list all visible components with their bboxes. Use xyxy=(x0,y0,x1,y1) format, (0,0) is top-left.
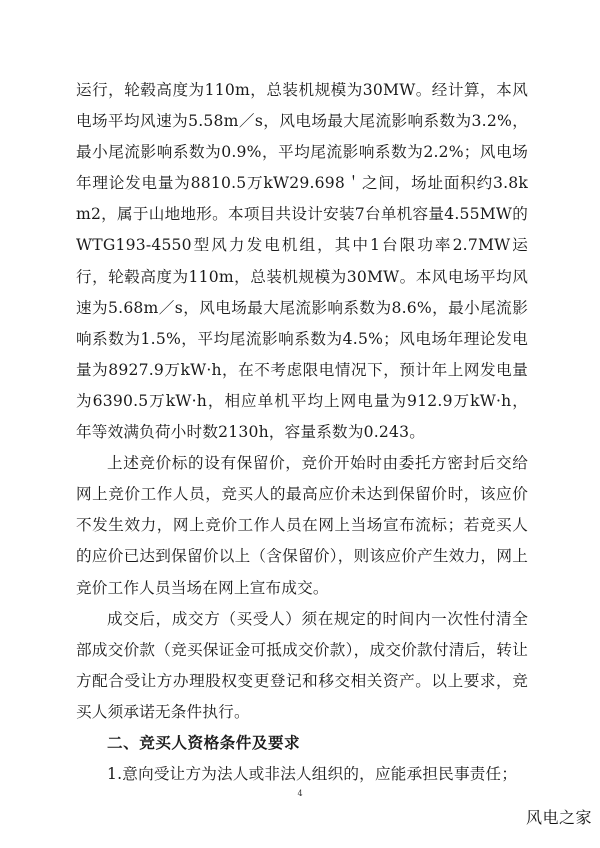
paragraph-reserve-price: 上述竞价标的设有保留价，竞价开始时由委托方密封后交给网上竞价工作人员，竞买人的最高应价未达到保留价时，该应价不发生效力，网上竞价工作人员在网上当场宣布流标；若竞买人的应价已达到保留价以上（含保留价），则该应价产生效力，网上竞价工作人员当场在网上宣布成交。 xyxy=(76,454,528,597)
paragraph-project-overview: 运行，轮毂高度为110m，总装机规模为30MW。经计算，本风电场平均风速为5.58m／s，风电场最大尾流影响系数为3.2%，最小尾流影响系数为0.9%，平均尾流影响系数为2.2%；风电场年理论发电量为8810.5万kW29.698＇之间，场址面积约3.8km2，属于山地地形。本项目共设计安装7台单机容量4.55MW的WTG193-4550型风力发电机组，其中1台限功率2.7MW运行，轮毂高度为110m，总装机规模为30MW。本风电场平均风速为5.68m／s，风电场最大尾流影响系数为8.6%，最小尾流影响系数为1.5%，平均尾流影响系数为4.5%；风电场年理论发电量为8927.9万kW·h，在不考虑限电情况下，预计年上网发电量为6390.5万kW·h，相应单机平均上网电量为912.9万kW·h，年等效满负荷小时数2130h，容量系数为0.243。 xyxy=(76,81,528,442)
list-item-qualification-1: 1.意向受让方为法人或非法人组织的，应能承担民事责任； xyxy=(107,765,518,784)
page-number: 4 xyxy=(297,789,303,798)
section-heading-bidder-qualifications: 二、竞买人资格条件及要求 xyxy=(107,733,301,752)
watermark-logo-text: 风电之家 xyxy=(525,808,592,827)
paragraph-settlement: 成交后，成交方（买受人）须在规定的时间内一次性付清全部成交价款（竞买保证金可抵成交价款），成交价款付清后，转让方配合受让方办理股权变更登记和移交相关资产。以上要求，竞买人须承诺无条件执行。 xyxy=(76,609,528,721)
document-body xyxy=(76,75,528,790)
